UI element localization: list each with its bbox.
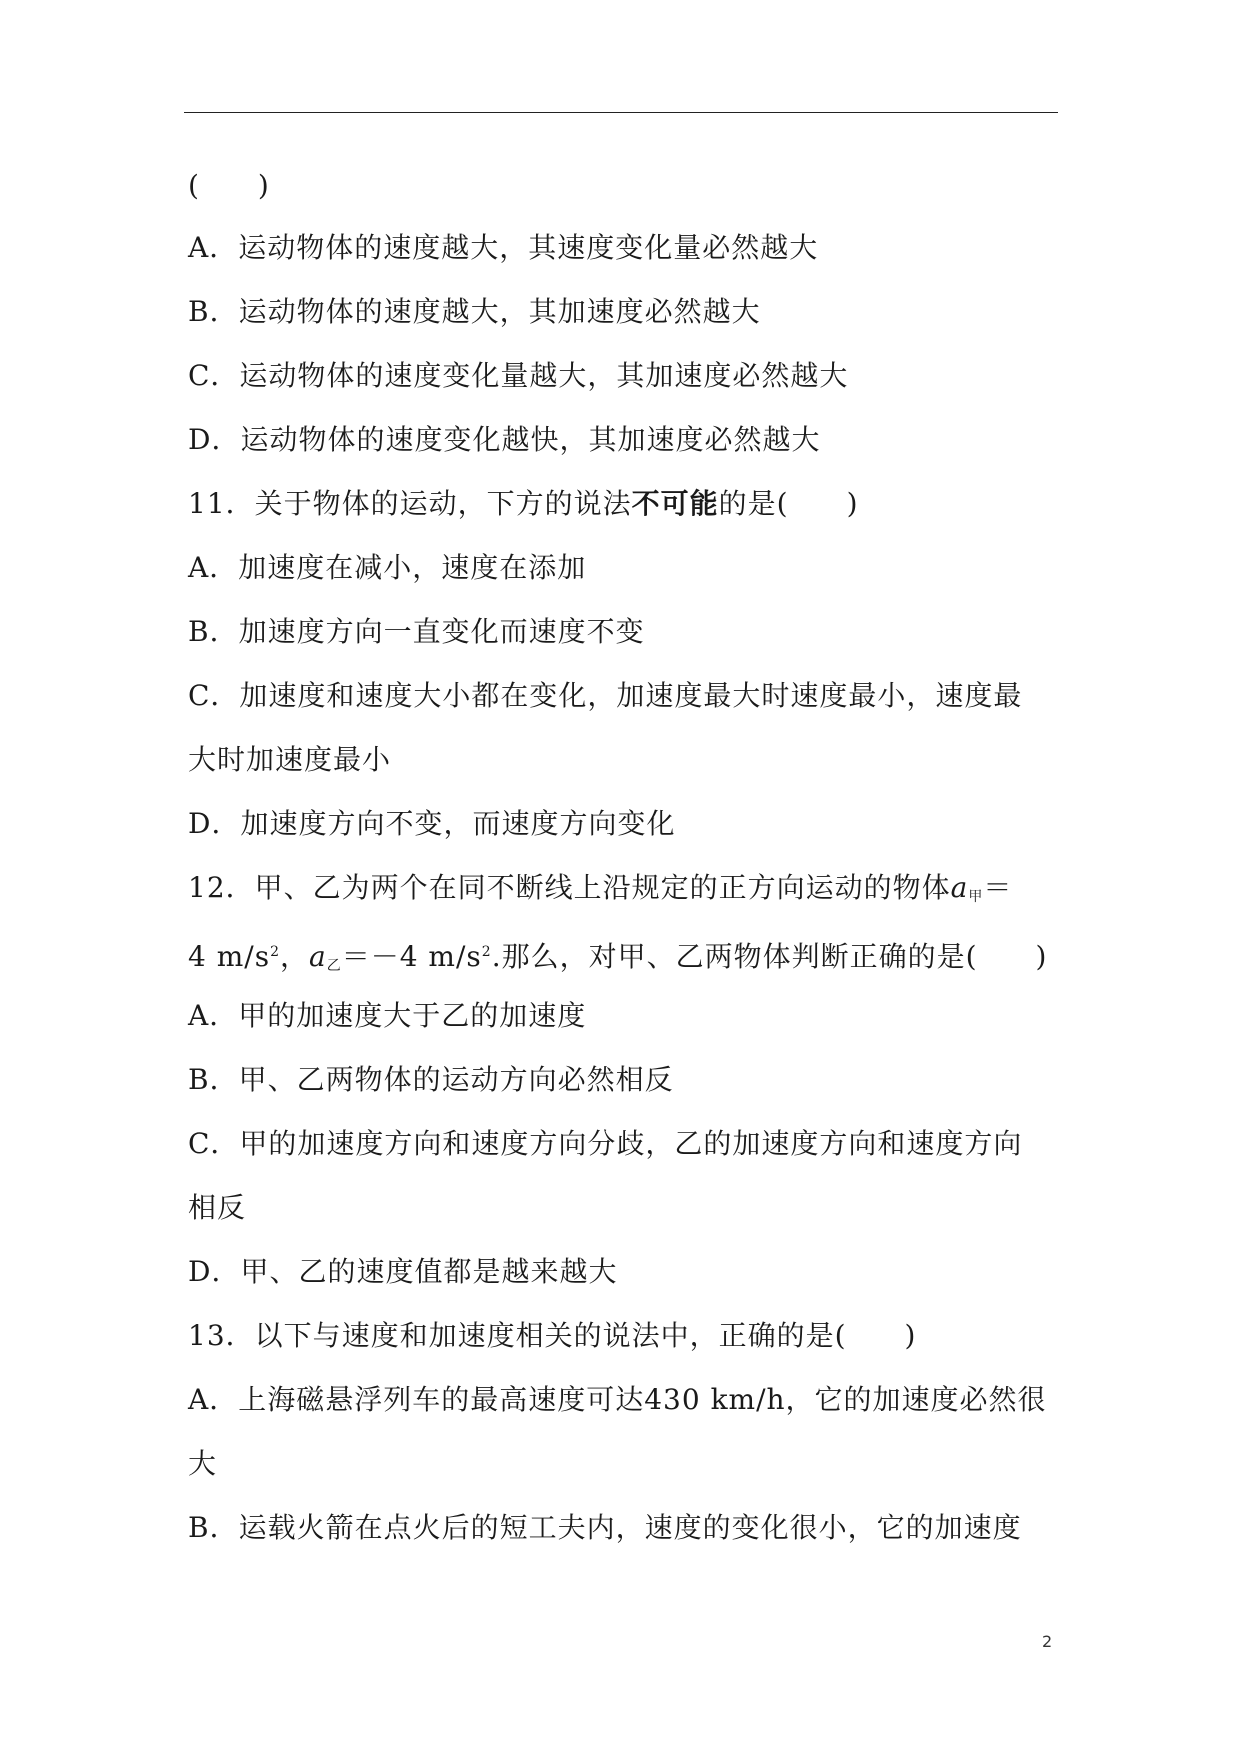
q12-var-a2: a (309, 940, 327, 973)
q11-stem-end: 的是( ) (718, 487, 859, 520)
q12-sup-1: 2 (270, 944, 280, 960)
q13-option-b: B．运载火箭在点火后的短工夫内，速度的变化很小，它的加速度 (188, 1511, 1022, 1544)
answer-bracket-line: ( ) (188, 169, 270, 202)
q12-option-d: D．甲、乙的速度值都是越来越大 (188, 1255, 618, 1288)
q12-comma: ， (280, 940, 310, 973)
q10-option-d: D．运动物体的速度变化越快，其加速度必然越大 (188, 423, 821, 456)
q11-option-b: B．加速度方向一直变化而速度不变 (188, 615, 645, 648)
q12-stem-end: .那么，对甲、乙两物体判断正确的是( ) (491, 940, 1048, 973)
q12-sub-jia: 甲 (968, 889, 984, 905)
q12-option-c: C．甲的加速度方向和速度方向分歧，乙的加速度方向和速度方向 (188, 1127, 1023, 1160)
q13-option-a: A．上海磁悬浮列车的最高速度可达430 km/h，它的加速度必然很 (188, 1383, 1047, 1416)
header-rule (184, 112, 1058, 113)
q12-sup-2: 2 (481, 944, 492, 960)
q11-stem (188, 486, 859, 522)
q12-sub-yi: 乙 (326, 958, 342, 974)
q10-option-b: B．运动物体的速度越大，其加速度必然越大 (188, 295, 761, 328)
q12-accel-jia: 4 m/s (188, 940, 271, 973)
q11-option-a: A．加速度在减小，速度在添加 (188, 551, 587, 584)
q12-option-c-continued: 相反 (188, 1191, 247, 1224)
q13-option-a-continued: 大 (188, 1447, 218, 1480)
q10-option-c: C．运动物体的速度变化量越大，其加速度必然越大 (188, 359, 849, 392)
q11-emphasis: 不可能 (631, 487, 719, 520)
q11-stem-start: 11．关于物体的运动，下方的说法 (188, 487, 632, 520)
q11-option-c-continued: 大时加速度最小 (188, 743, 392, 776)
q10-option-a: A．运动物体的速度越大，其速度变化量必然越大 (188, 231, 819, 264)
q12-stem (188, 870, 1012, 915)
q12-option-a: A．甲的加速度大于乙的加速度 (188, 999, 587, 1032)
q12-var-a: a (950, 871, 969, 904)
q12-stem-start: 12．甲、乙为两个在同不断线上沿规定的正方向运动的物体 (188, 871, 951, 904)
q12-equals: ＝ (983, 871, 1013, 904)
page-number: 2 (1042, 1632, 1053, 1651)
q12-stem-continued (188, 934, 1047, 984)
q12-option-b: B．甲、乙两物体的运动方向必然相反 (188, 1063, 674, 1096)
q11-option-d: D．加速度方向不变，而速度方向变化 (188, 807, 676, 840)
q13-stem: 13．以下与速度和加速度相关的说法中，正确的是( ) (188, 1319, 917, 1352)
q12-accel-yi: ＝－4 m/s (341, 940, 482, 973)
q11-option-c: C．加速度和速度大小都在变化，加速度最大时速度最小，速度最 (188, 679, 1023, 712)
